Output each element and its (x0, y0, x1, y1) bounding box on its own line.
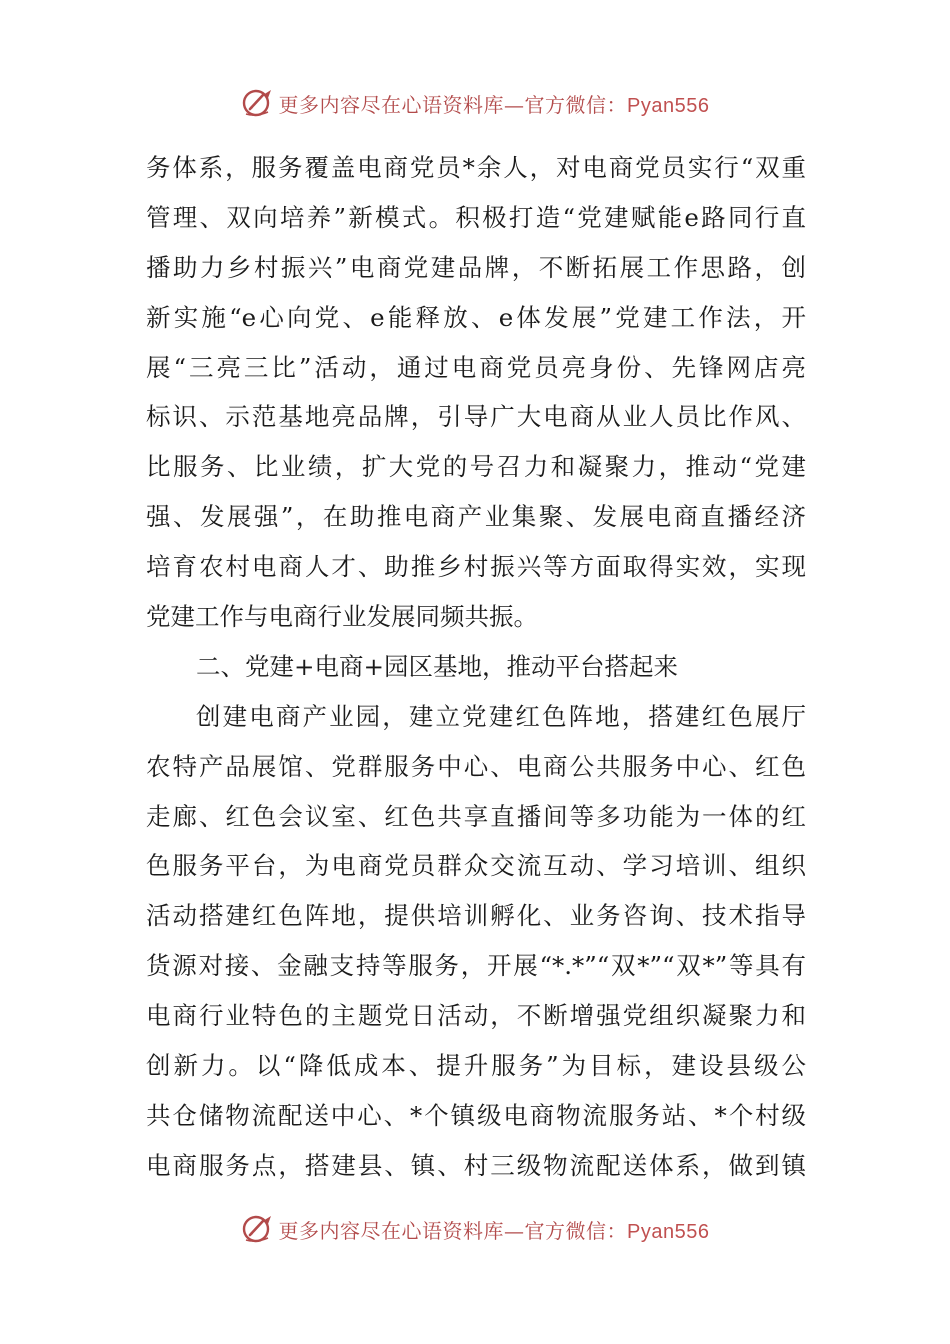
text-line: 色服务平台，为电商党员群众交流互动、学习培训、组织 (146, 851, 806, 881)
header-banner (0, 83, 950, 123)
text-line: 农特产品展馆、党群服务中心、电商公共服务中心、红色 (146, 751, 806, 781)
text-line: 党建工作与电商行业发展同频共振。 (146, 602, 538, 632)
section-heading: 二、党建+电商+园区基地，推动平台搭起来 (196, 651, 679, 681)
footer-banner (0, 1209, 950, 1249)
text-line: 新实施“e心向党、e能释放、e体发展”党建工作法，开 (146, 302, 806, 332)
banner-text: 更多内容尽在心语资料库—官方微信：Pyan556 (278, 92, 710, 117)
text-line: 创建电商产业园，建立党建红色阵地，搭建红色展厅 (196, 701, 806, 731)
banner-account: Pyan556 (627, 94, 710, 117)
pen-logo-icon (241, 86, 275, 120)
text-line: 走廊、红色会议室、红色共享直播间等多功能为一体的红 (146, 801, 806, 831)
text-line: 共仓储物流配送中心、*个镇级电商物流服务站、*个村级 (146, 1100, 806, 1130)
banner-text: 更多内容尽在心语资料库—官方微信：Pyan556 (278, 1218, 710, 1243)
text-line: 标识、示范基地亮品牌，引导广大电商从业人员比作风、 (146, 402, 806, 432)
text-line: 活动搭建红色阵地，提供培训孵化、业务咨询、技术指导 (146, 901, 806, 931)
banner-account: Pyan556 (627, 1220, 710, 1243)
text-line: 货源对接、金融支持等服务，开展“*.*”“双*”“双*”等具有 (146, 951, 806, 981)
text-line: 播助力乡村振兴”电商党建品牌，不断拓展工作思路，创 (146, 252, 806, 282)
text-line: 电商服务点，搭建县、镇、村三级物流配送体系，做到镇 (146, 1150, 806, 1180)
text-line: 展“三亮三比”活动，通过电商党员亮身份、先锋网店亮 (146, 352, 806, 382)
pen-logo-icon (241, 1212, 275, 1246)
document-body (146, 143, 806, 1191)
text-line: 电商行业特色的主题党日活动，不断增强党组织凝聚力和 (146, 1001, 806, 1031)
text-line: 创新力。以“降低成本、提升服务”为目标，建设县级公 (146, 1051, 806, 1081)
text-line: 务体系，服务覆盖电商党员*余人，对电商党员实行“双重 (146, 153, 806, 182)
text-line: 培育农村电商人才、助推乡村振兴等方面取得实效，实现 (146, 552, 806, 582)
text-line: 强、发展强”，在助推电商产业集聚、发展电商直播经济 (146, 502, 806, 532)
text-line: 比服务、比业绩，扩大党的号召力和凝聚力，推动“党建 (146, 452, 806, 482)
text-line: 管理、双向培养”新模式。积极打造“党建赋能e路同行直 (146, 202, 806, 232)
